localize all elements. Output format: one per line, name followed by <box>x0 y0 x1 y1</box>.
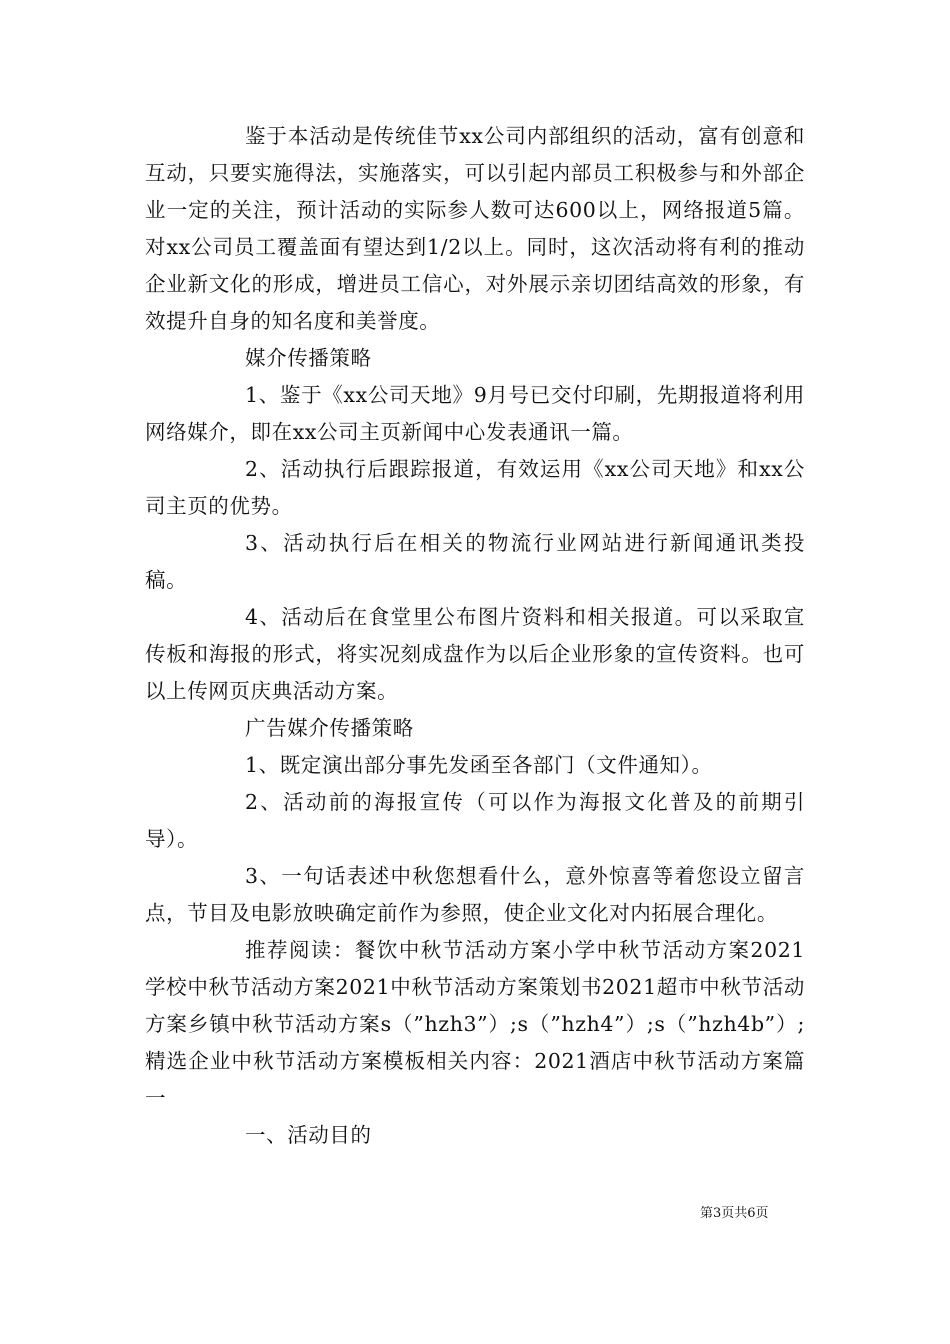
media-strategy-item-1: 1、鉴于《xx公司天地》9月号已交付印刷，先期报道将利用网络媒介，即在xx公司主页新闻中心发表通讯一篇。 <box>145 383 805 444</box>
media-strategy-item-2: 2、活动执行后跟踪报道，有效运用《xx公司天地》和xx公司主页的优势。 <box>145 457 805 518</box>
heading-media-strategy: 媒介传播策略 <box>245 346 372 370</box>
media-strategy-item-4: 4、活动后在食堂里公布图片资料和相关报道。可以采取宣传板和海报的形式，将实况刻成盘作为以后企业形象的宣传资料。也可以上传网页庆典活动方案。 <box>145 605 805 703</box>
media-strategy-item-3: 3、活动执行后在相关的物流行业网站进行新闻通讯类投稿。 <box>145 531 805 592</box>
ad-strategy-item-2: 2、活动前的海报宣传（可以作为海报文化普及的前期引导）。 <box>145 790 805 851</box>
paragraph-activity-effect: 鉴于本活动是传统佳节xx公司内部组织的活动，富有创意和互动，只要实施得法，实施落实，可以引起内部员工积极参与和外部企业一定的关注，预计活动的实际参人数可达600以上，网络报道5篇。对xx公司员工覆盖面有望达到1/2以上。同时，这次活动将有利的推动企业新文化的形成，增进员工信心，对外展示亲切团结高效的形象，有效提升自身的知名度和美誉度。 <box>145 124 805 333</box>
ad-strategy-item-3: 3、一句话表述中秋您想看什么，意外惊喜等着您设立留言点，节目及电影放映确定前作为参照，使企业文化对内拓展合理化。 <box>145 864 805 925</box>
document-body <box>145 118 805 1154</box>
ad-strategy-item-1: 1、既定演出部分事先发函至各部门（文件通知）。 <box>245 753 713 777</box>
heading-ad-media-strategy: 广告媒介传播策略 <box>245 716 414 740</box>
recommended-reading: 推荐阅读：餐饮中秋节活动方案小学中秋节活动方案2021学校中秋节活动方案2021中秋节活动方案策划书2021超市中秋节活动方案乡镇中秋节活动方案s（”hzh3”）;s（”hzh4”）;s（”hzh4b”）;精选企业中秋节活动方案模板相关内容：2021酒店中秋节活动方案篇一 <box>145 938 805 1110</box>
page-number: 第3页共6页 <box>700 1206 769 1221</box>
section-heading-activity-purpose: 一、活动目的 <box>245 1123 372 1147</box>
